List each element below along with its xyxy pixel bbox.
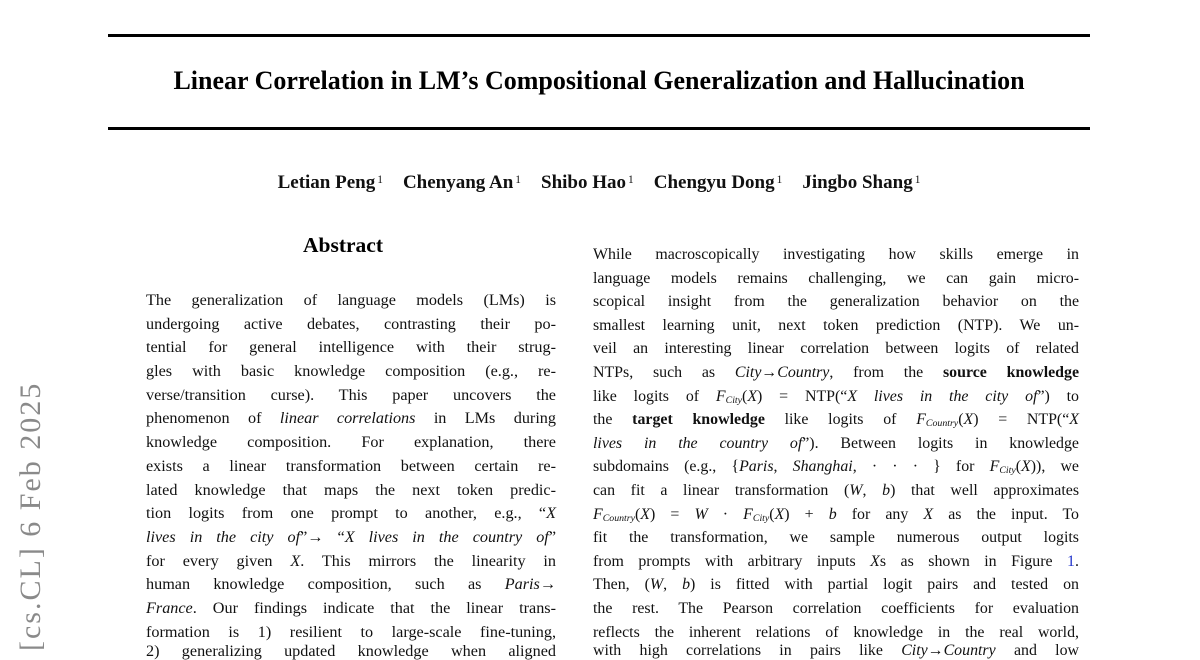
body-text-line	[593, 573, 1079, 597]
text-segment: Paris	[739, 458, 774, 476]
text-segment: (	[635, 505, 641, 523]
body-text-line	[593, 243, 1079, 267]
text-segment: X	[640, 505, 651, 523]
text-segment: ”). Between logits in knowledge	[802, 434, 1079, 452]
text-segment: like logits of	[593, 387, 716, 405]
text-segment: lives in the country of	[593, 434, 803, 452]
text-segment: b	[882, 481, 891, 499]
author-name: Jingbo Shang	[802, 172, 913, 193]
body-text-line	[593, 432, 1079, 456]
text-segment: ) that well approximates	[890, 481, 1080, 499]
author-affiliation-mark: 1	[776, 173, 783, 186]
author-list	[108, 170, 1090, 196]
text-segment: X	[1069, 411, 1080, 429]
text-segment: W	[649, 576, 664, 594]
text-segment: human knowledge composition, such as	[146, 575, 505, 594]
abstract-line	[146, 431, 556, 455]
author	[541, 170, 634, 196]
abstract-line	[146, 526, 556, 550]
abstract-line	[146, 621, 556, 645]
text-segment: ”	[548, 527, 556, 546]
body-text-line	[593, 455, 1079, 479]
text-segment: .	[1075, 552, 1079, 570]
text-segment: ,	[862, 481, 883, 499]
text-segment: veil an interesting linear correlation between logits of related	[593, 340, 1079, 358]
author-affiliation-mark: 1	[515, 173, 521, 186]
text-segment: )), we	[1030, 458, 1079, 476]
text-segment: for every given	[146, 551, 291, 570]
text-segment: City	[752, 512, 770, 524]
abstract-line	[146, 550, 556, 574]
introduction-body	[593, 243, 1080, 660]
text-segment: Country	[777, 363, 830, 381]
text-segment: verse/transition curse). This paper uncovers the	[146, 385, 556, 404]
text-segment: W	[849, 481, 863, 499]
text-segment: knowledge composition. For explanation, there	[146, 433, 556, 452]
text-segment: X lives in the country of	[344, 527, 549, 546]
text-segment: (	[769, 505, 775, 523]
text-segment: Country	[925, 418, 959, 430]
text-segment: The generalization of language models (LMs) is	[146, 291, 556, 309]
author	[403, 170, 521, 196]
text-segment: F	[715, 387, 726, 405]
abstract-line	[146, 313, 556, 337]
body-text-line	[593, 621, 1079, 645]
text-segment: tential for general intelligence with their strug-	[146, 338, 556, 357]
author	[802, 170, 920, 196]
paper-title: Linear Correlation in LM’s Compositional Generalization and Hallucination	[173, 66, 1025, 95]
text-segment: ·	[707, 505, 744, 523]
text-segment: Country	[602, 512, 635, 524]
text-segment: target knowledge	[632, 411, 765, 429]
text-segment: X	[774, 505, 785, 523]
text-segment: X lives in the city of	[847, 387, 1038, 405]
text-segment: X	[290, 551, 301, 570]
text-segment: with high correlations in pairs like	[593, 642, 902, 660]
text-segment: ) = NTP(“	[757, 387, 848, 405]
abstract-line	[146, 360, 556, 384]
text-segment: and low	[995, 642, 1079, 660]
text-segment: 2) generalizing updated knowledge when aligned	[146, 642, 556, 660]
text-segment: While macroscopically investigating how skills emerge in	[593, 246, 1079, 263]
text-segment: linear correlations	[279, 409, 416, 428]
body-text-line	[593, 267, 1079, 291]
title-rule-bottom	[108, 127, 1090, 130]
body-text-line	[593, 337, 1079, 361]
abstract-line	[146, 502, 556, 526]
text-segment: ”→ “	[300, 527, 345, 546]
body-text-line	[593, 642, 1079, 660]
arxiv-watermark: [cs.CL] 6 Feb 2025	[14, 381, 47, 651]
text-segment: ) = NTP(“	[973, 411, 1070, 429]
text-segment: (	[958, 411, 964, 429]
text-segment: Shanghai	[792, 458, 853, 476]
body-text-line	[593, 526, 1079, 550]
text-segment: ) +	[784, 505, 829, 523]
text-segment: scopical insight from the generalization behavior on the	[593, 293, 1079, 311]
text-segment: →	[927, 642, 944, 660]
text-segment: ,	[663, 576, 683, 594]
text-segment: lated knowledge that maps the next token predic-	[146, 480, 556, 499]
body-text-line	[593, 290, 1079, 314]
text-segment: . Our findings indicate that the linear trans-	[192, 598, 556, 617]
text-segment: smallest learning unit, next token prediction (NTP). We un-	[593, 316, 1079, 334]
text-segment: source knowledge	[942, 363, 1080, 381]
abstract-line	[146, 455, 556, 479]
text-segment: fit the transformation, we sample numerous output logits	[593, 529, 1079, 547]
text-segment: Paris	[504, 575, 540, 594]
text-segment: Country	[943, 642, 996, 660]
text-segment: the rest. The Pearson correlation coefficients for evaluation	[593, 599, 1079, 617]
text-segment: b	[828, 505, 837, 523]
text-segment: tion logits from one prompt to another, e.g., “	[146, 504, 547, 523]
text-segment: F	[916, 411, 926, 429]
text-segment: F	[743, 505, 753, 523]
abstract-line	[146, 289, 556, 313]
text-segment: F	[989, 458, 1000, 476]
text-segment: →	[761, 363, 778, 381]
author-name: Shibo Hao	[541, 172, 627, 193]
body-text-line	[593, 597, 1079, 621]
text-segment: ) is fitted with partial logit pairs and tested on	[690, 576, 1079, 594]
text-segment: undergoing active debates, contrasting their po-	[146, 314, 556, 333]
text-segment: the	[593, 411, 633, 429]
abstract-line	[146, 642, 556, 660]
abstract-body	[146, 289, 556, 660]
author	[278, 170, 383, 196]
abstract-line	[146, 384, 556, 408]
text-segment: Then, (	[593, 576, 650, 594]
author-affiliation-mark: 1	[628, 173, 634, 186]
text-segment: ”) to	[1037, 387, 1079, 405]
abstract-heading: Abstract	[302, 233, 383, 257]
text-segment: (	[1015, 458, 1022, 476]
text-segment: X	[963, 411, 974, 429]
author	[654, 170, 783, 196]
text-segment: City	[734, 363, 762, 381]
text-segment: as the input. To	[933, 505, 1080, 523]
text-segment: can fit a linear transformation (	[593, 481, 850, 499]
text-segment: reflects the inherent relations of knowledge in the real world,	[593, 623, 1079, 641]
author-name: Letian Peng	[277, 172, 376, 193]
text-segment: France	[146, 598, 193, 617]
text-segment: City	[999, 465, 1016, 477]
author-affiliation-mark: 1	[377, 173, 383, 186]
text-segment: X	[747, 387, 758, 405]
text-segment: City	[725, 394, 743, 406]
text-segment: lives in the city of	[146, 527, 301, 546]
text-segment: F	[593, 505, 603, 523]
text-segment: X	[923, 505, 934, 523]
text-segment: →	[539, 575, 556, 594]
body-text-line	[593, 503, 1079, 527]
text-segment: b	[682, 576, 691, 594]
text-segment: subdomains (e.g., {	[593, 458, 740, 476]
text-segment: . This mirrors the linearity in	[300, 551, 556, 570]
text-segment: phenomenon of	[146, 409, 280, 428]
text-segment: formation is 1) resilient to large-scale fine-tuning,	[146, 622, 556, 641]
text-segment: , · · · } for	[852, 458, 990, 476]
body-text-line	[593, 479, 1079, 503]
abstract-line	[146, 407, 556, 431]
abstract-line	[146, 479, 556, 503]
text-segment: X	[546, 504, 556, 523]
text-segment: X	[1021, 458, 1031, 476]
author-name: Chengyu Dong	[653, 172, 775, 193]
abstract-line	[146, 336, 556, 360]
title-rule-top	[108, 34, 1090, 37]
body-text-line	[593, 314, 1079, 338]
text-segment: gles with basic knowledge composition (e.g., re-	[146, 362, 556, 381]
text-segment: language models remains challenging, we can gain micro-	[593, 269, 1079, 287]
text-segment: W	[694, 505, 708, 523]
text-segment: ,	[773, 458, 793, 476]
abstract-line	[146, 573, 556, 597]
body-text-line	[593, 550, 1079, 574]
text-segment: exists a linear transformation between certain re-	[146, 456, 556, 475]
text-segment: for any	[836, 505, 924, 523]
body-text-line	[593, 385, 1079, 409]
figure-ref-link[interactable]: 1	[1067, 552, 1075, 570]
text-segment: X	[870, 552, 880, 570]
body-text-line	[593, 361, 1079, 385]
text-segment: s as shown in Figure	[879, 552, 1068, 570]
author-affiliation-mark: 1	[914, 173, 921, 186]
abstract-line	[146, 597, 556, 621]
text-segment: City	[901, 642, 928, 660]
text-segment: , from the	[829, 363, 943, 381]
author-name: Chenyang An	[402, 172, 514, 193]
text-segment: NTPs, such as	[593, 363, 735, 381]
text-segment: in LMs during	[415, 409, 556, 428]
text-segment: ) =	[650, 505, 695, 523]
text-segment: from prompts with arbitrary inputs	[593, 552, 871, 570]
text-segment: like logits of	[764, 411, 917, 429]
text-segment: (	[742, 387, 748, 405]
body-text-line	[593, 408, 1079, 432]
